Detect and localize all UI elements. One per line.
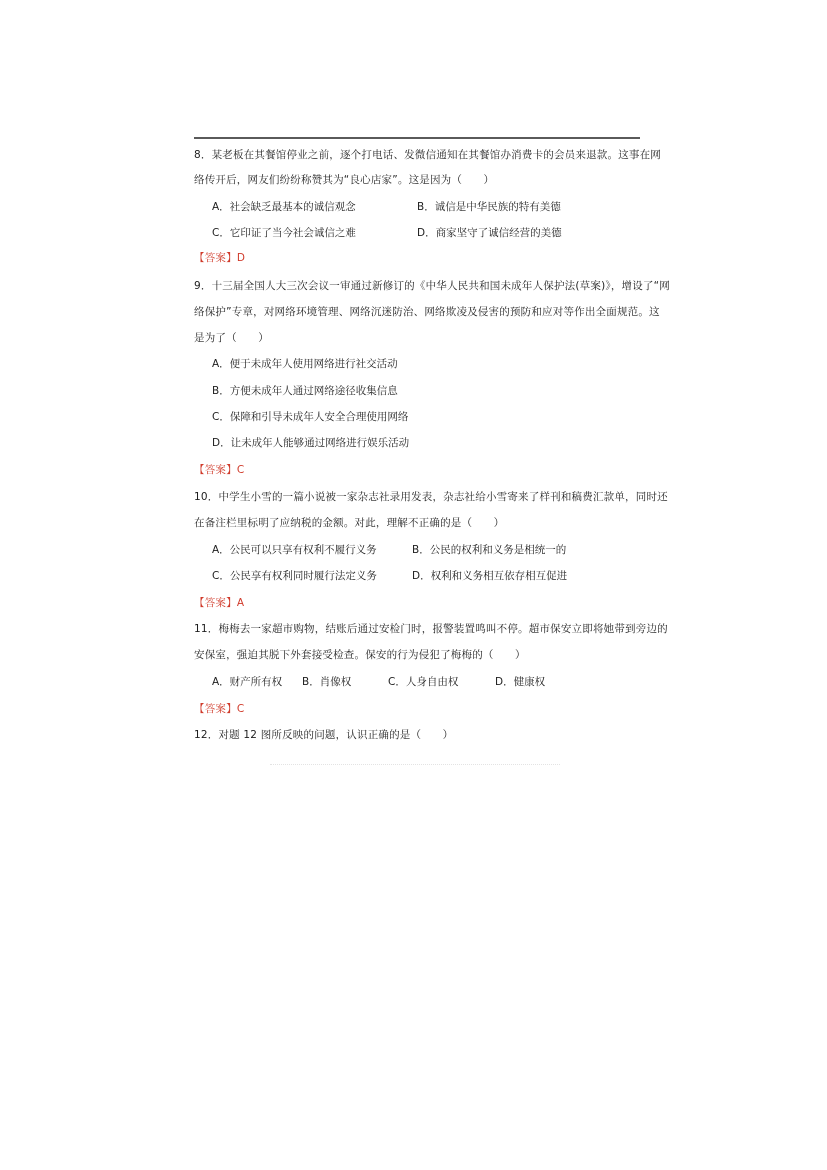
q10-option-d: D．权利和义务相互依存相互促进	[412, 570, 568, 582]
q10-stem-line-2: 在备注栏里标明了应纳税的金额。对此，理解不正确的是（ ）	[194, 517, 505, 529]
q10-answer-label: 【答案】	[194, 597, 237, 609]
q9-answer	[194, 463, 244, 477]
q8-answer-value: D	[236, 252, 246, 264]
q9-stem-line-1: 9．十三届全国人大三次会议一审通过新修订的《中华人民共和国未成年人保护法(草案)》，增设了“网	[194, 280, 670, 292]
q8-stem-line-1: 8．某老板在其餐馆停业之前，逐个打电话、发微信通知在其餐馆办消费卡的会员来退款。这事在网	[194, 149, 661, 161]
q9-option-a: A．便于未成年人使用网络进行社交活动	[212, 358, 398, 370]
q11-option-d: D．健康权	[495, 676, 546, 688]
q8-answer	[194, 251, 245, 265]
q11-answer	[194, 702, 244, 716]
q11-stem-line-1: 11．梅梅去一家超市购物，结账后通过安检门时，报警装置鸣叫不停。超市保安立即将她带到旁边的	[194, 623, 668, 635]
faint-scan-artifact	[270, 764, 560, 771]
q9-answer-label: 【答案】	[194, 464, 237, 476]
q10-answer-value: A	[236, 597, 245, 609]
q11-option-a: A．财产所有权	[212, 676, 283, 688]
q11-stem-line-2: 安保室，强迫其脱下外套接受检查。保安的行为侵犯了梅梅的（ ）	[194, 649, 526, 661]
q11-answer-label: 【答案】	[194, 703, 237, 715]
q11-option-c: C．人身自由权	[388, 676, 459, 688]
q8-answer-label: 【答案】	[194, 252, 237, 264]
q10-stem-line-1: 10．中学生小雪的一篇小说被一家杂志社录用发表，杂志社给小雪寄来了样刊和稿费汇款单，同时还	[194, 491, 668, 503]
q10-option-a: A．公民可以只享有权利不履行义务	[212, 544, 377, 556]
q9-option-d: D．让未成年人能够通过网络进行娱乐活动	[212, 437, 410, 449]
q10-option-c: C．公民享有权利同时履行法定义务	[212, 570, 377, 582]
q8-option-a: A．社会缺乏最基本的诚信观念	[212, 201, 356, 213]
q8-option-d: D．商家坚守了诚信经营的美德	[417, 227, 562, 239]
q12-stem-line-1: 12．对题 12 图所反映的问题，认识正确的是（ ）	[194, 729, 454, 741]
q11-answer-value: C	[236, 703, 245, 715]
q8-option-c: C．它印证了当今社会诚信之难	[212, 227, 356, 239]
q11-option-b: B．肖像权	[302, 676, 352, 688]
header-rule	[194, 137, 640, 139]
q10-answer	[194, 596, 244, 610]
q9-option-c: C．保障和引导未成年人安全合理使用网络	[212, 411, 409, 423]
q9-stem-line-2: 络保护”专章，对网络环境管理、网络沉迷防治、网络欺凌及侵害的预防和应对等作出全面规范。这	[194, 306, 660, 318]
q10-option-b: B．公民的权利和义务是相统一的	[412, 544, 567, 556]
q9-answer-value: C	[236, 464, 245, 476]
q9-stem-line-3: 是为了（ ）	[194, 332, 269, 344]
q8-option-b: B．诚信是中华民族的特有美德	[417, 201, 561, 213]
q9-option-b: B．方便未成年人通过网络途径收集信息	[212, 385, 398, 397]
q8-stem-line-2: 络传开后，网友们纷纷称赞其为“良心店家”。这是因为（ ）	[194, 174, 495, 186]
